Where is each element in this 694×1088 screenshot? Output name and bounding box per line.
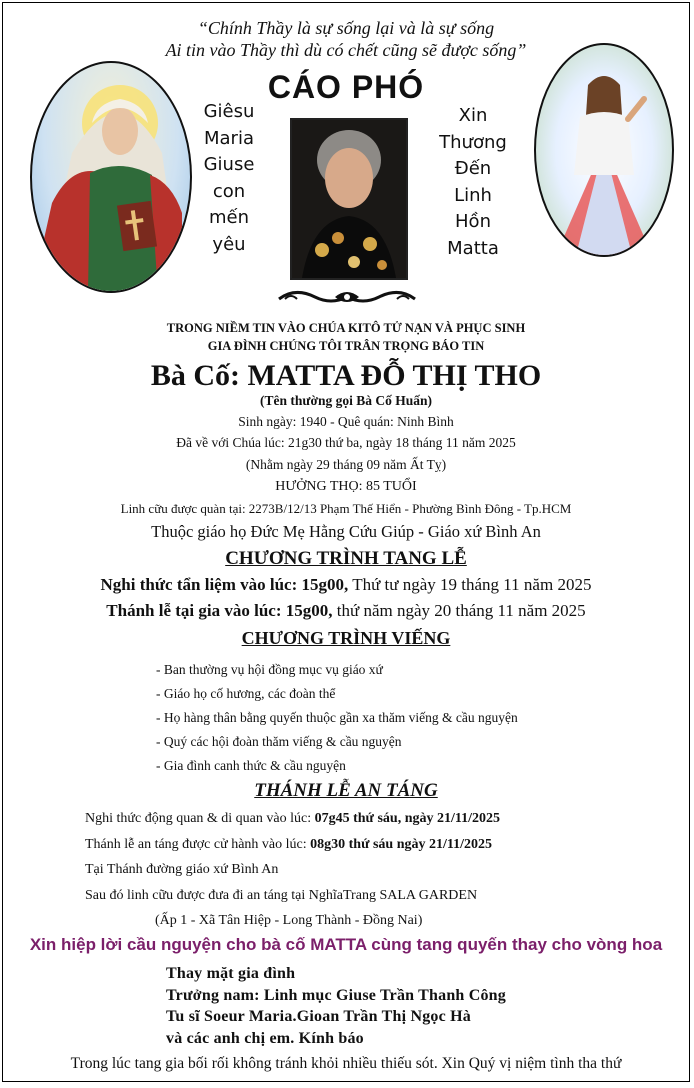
- right-word-4: Linh: [454, 184, 492, 206]
- visit-program-list: [156, 658, 518, 778]
- announcement-intro: [3, 319, 689, 355]
- burial-line-2-label: Thánh lễ an táng được cử hành vào lúc:: [85, 836, 311, 852]
- list-item: - Họ hàng thân bằng quyến thuộc gần xa thăm viếng & cầu nguyện: [156, 710, 518, 725]
- page-title: CÁO PHÓ: [267, 69, 425, 105]
- signature-line-1: Thay mặt gia đình: [166, 965, 296, 982]
- saint-figure-icon: [32, 63, 190, 291]
- closing-note: Trong lúc tang gia bối rối không tránh khỏi nhiều thiếu sót. Xin Quý vị niệm tình tha thứ: [70, 1055, 622, 1072]
- list-item: - Giáo họ cố hương, các đoàn thể: [156, 686, 336, 701]
- funeral-item-1-date: Thứ tư ngày 19 tháng 11 năm 2025: [348, 575, 592, 594]
- burial-mass-heading: THÁNH LỄ AN TÁNG: [254, 780, 438, 801]
- list-item: - Quý các hội đoàn thăm viếng & cầu nguyện: [156, 734, 402, 749]
- funeral-program-heading: CHƯƠNG TRÌNH TANG LỄ: [225, 548, 467, 569]
- burial-line-1: [85, 806, 500, 832]
- left-word-1: Giêsu: [203, 101, 255, 122]
- burial-line-1-time: 07g45 thứ sáu, ngày 21/11/2025: [314, 811, 500, 826]
- flourish-icon: [275, 285, 419, 309]
- common-name: (Tên thường gọi Bà Cố Huấn): [260, 393, 432, 408]
- intro-line-1: TRONG NIỀM TIN VÀO CHÚA KITÔ TỬ NẠN VÀ PHỤC SINH: [166, 321, 526, 335]
- signature-line-4: và các anh chị em. Kính báo: [166, 1029, 364, 1047]
- burial-mass-details: [85, 806, 500, 934]
- burial-line-5: (Ấp 1 - Xã Tân Hiệp - Long Thành - Đồng Nai): [155, 913, 423, 928]
- death-info: Đã về với Chúa lúc: 21g30 thứ ba, ngày 18 tháng 11 năm 2025: [176, 435, 516, 450]
- family-signature: [166, 963, 506, 1049]
- left-word-5: mến: [208, 207, 250, 228]
- prayer-request: Xin hiệp lời cầu nguyện cho bà cố MATTA cùng tang quyến thay cho vòng hoa: [29, 935, 663, 954]
- burial-line-2: [85, 832, 500, 858]
- left-word-4: con: [212, 180, 246, 202]
- casket-location: Linh cữu được quàn tại: 2273B/12/13 Phạm Thế Hiển - Phường Bình Đông - Tp.HCM: [120, 501, 572, 516]
- left-word-6: yêu: [212, 233, 246, 255]
- signature-line-3: Tu sĩ Soeur Maria.Gioan Trần Thị Ngọc Hà: [166, 1008, 471, 1025]
- right-word-3: Đến: [454, 158, 492, 179]
- intro-line-2: GIA ĐÌNH CHÚNG TÔI TRÂN TRỌNG BÁO TIN: [207, 339, 485, 353]
- right-word-6: Matta: [447, 237, 499, 259]
- left-word-2: Maria: [204, 127, 254, 149]
- burial-line-2-time: 08g30 thứ sáu ngày 21/11/2025: [310, 836, 493, 852]
- list-item: - Ban thường vụ hội đồng mục vụ giáo xứ: [156, 662, 383, 677]
- jesus-figure-icon: [536, 45, 672, 255]
- quote-line-2: Ai tin vào Thầy thì dù có chết cũng sẽ được sống”: [165, 40, 527, 60]
- portrait-figure-icon: [292, 120, 406, 278]
- list-item: - Gia đình canh thức & cầu nguyện: [156, 758, 346, 773]
- burial-line-4: Sau đó linh cữu được đưa đi an táng tại NghĩaTrang SALA GARDEN: [85, 887, 478, 903]
- left-word-3: Giuse: [203, 154, 255, 175]
- age-info: HƯỞNG THỌ: 85 TUỔI: [275, 479, 417, 494]
- funeral-item-1-label: Nghi thức tẩn liệm vào lúc: 15g00,: [100, 575, 349, 594]
- parish-info: Thuộc giáo họ Đức Mẹ Hằng Cứu Giúp - Giáo xứ Bình An: [151, 522, 541, 541]
- burial-line-3: Tại Thánh đường giáo xứ Bình An: [85, 862, 279, 877]
- signature-line-2: Trưởng nam: Linh mục Giuse Trần Thanh Công: [166, 986, 506, 1004]
- lunar-date: (Nhằm ngày 29 tháng 09 năm Ất Tỵ): [245, 457, 447, 472]
- burial-line-1-label: Nghi thức động quan & di quan vào lúc:: [85, 811, 315, 826]
- deceased-name: Bà Cố: MATTA ĐỖ THỊ THO: [150, 359, 542, 392]
- divine-mercy-image: [534, 43, 674, 257]
- funeral-item-2-label: Thánh lễ tại gia vào lúc: 15g00,: [106, 601, 333, 620]
- birth-info: Sinh ngày: 1940 - Quê quán: Ninh Bình: [238, 414, 454, 429]
- funeral-item-2: [3, 601, 689, 621]
- right-word-5: Hồn: [455, 211, 491, 232]
- visit-program-heading: CHƯƠNG TRÌNH VIẾNG: [241, 628, 451, 648]
- right-word-2: Thương: [439, 131, 507, 153]
- saint-image: [30, 61, 192, 293]
- quote-line-1: “Chính Thầy là sự sống lại và là sự sống: [197, 18, 495, 38]
- funeral-item-1: [3, 575, 689, 595]
- obituary-page: [2, 2, 690, 1082]
- portrait-photo: [290, 118, 408, 280]
- right-dedication-column: [427, 103, 519, 262]
- left-dedication-column: [183, 99, 275, 258]
- right-word-1: Xin: [458, 105, 488, 126]
- funeral-item-2-date: thứ năm ngày 20 tháng 11 năm 2025: [332, 601, 586, 620]
- ornament-divider: [275, 285, 419, 309]
